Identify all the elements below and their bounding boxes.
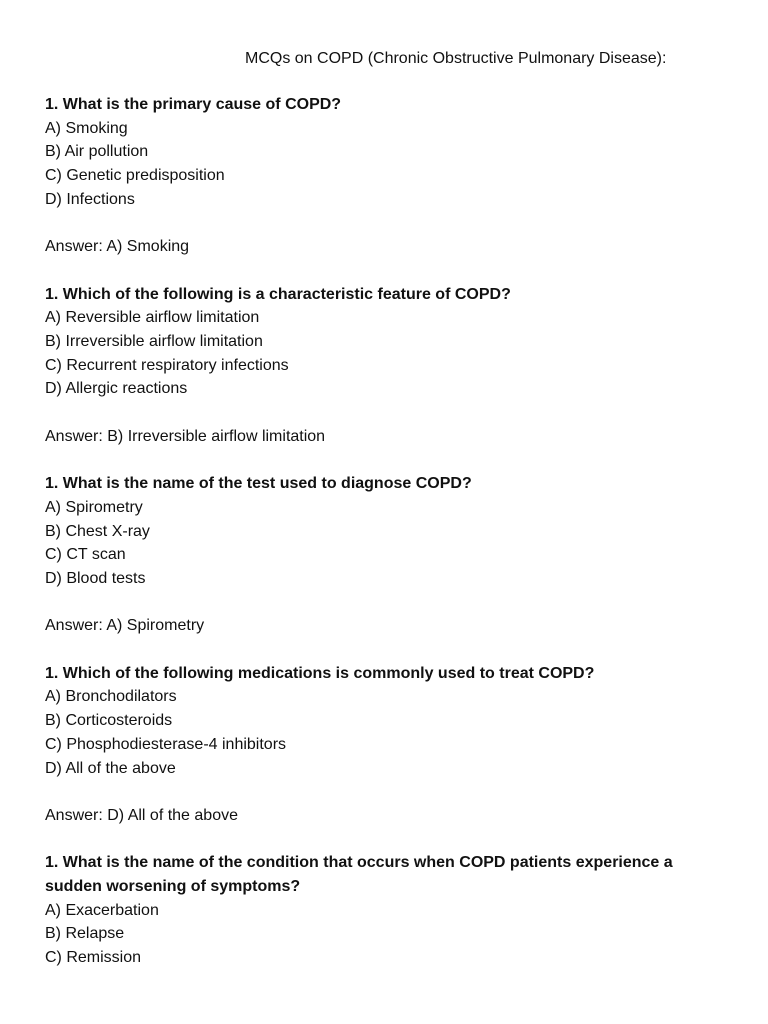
question-text: 1. What is the primary cause of COPD? <box>45 96 342 113</box>
question-block <box>45 472 725 638</box>
option-b: B) Chest X-ray <box>45 522 150 540</box>
option-b: B) Air pollution <box>45 143 149 161</box>
question-block <box>45 93 725 259</box>
option-d: D) Infections <box>45 190 135 208</box>
question-text: 1. Which of the following medications is commonly used to treat COPD? <box>45 664 595 682</box>
question-text: 1. Which of the following is a characteristic feature of COPD? <box>45 285 511 303</box>
question-block <box>45 851 725 970</box>
option-c: C) Genetic predisposition <box>45 167 225 185</box>
option-c: C) Remission <box>45 949 142 967</box>
option-b: B) Relapse <box>45 925 125 943</box>
option-c: C) Phosphodiesterase-4 inhibitors <box>45 735 287 753</box>
answer-text: Answer: B) Irreversible airflow limitation <box>45 427 326 445</box>
question-block <box>45 662 725 828</box>
option-a: A) Bronchodilators <box>45 688 177 706</box>
option-d: D) All of the above <box>45 759 176 777</box>
option-c: C) Recurrent respiratory infections <box>45 356 289 374</box>
question-text: 1. What is the name of the condition that occurs when COPD patients experience a sudden worsening of symptoms? <box>45 854 673 896</box>
answer-text: Answer: A) Smoking <box>45 238 190 256</box>
option-c: C) CT scan <box>45 546 126 564</box>
option-d: D) Allergic reactions <box>45 380 188 398</box>
question-block <box>45 283 725 449</box>
answer-text: Answer: D) All of the above <box>45 806 238 824</box>
answer-text: Answer: A) Spirometry <box>45 617 205 635</box>
question-text: 1. What is the name of the test used to diagnose COPD? <box>45 475 472 493</box>
option-b: B) Irreversible airflow limitation <box>45 333 263 350</box>
option-d: D) Blood tests <box>45 570 146 587</box>
option-a: A) Exacerbation <box>45 901 159 919</box>
document-title: MCQs on COPD (Chronic Obstructive Pulmonary Disease): <box>245 50 667 67</box>
option-a: A) Spirometry <box>45 498 143 516</box>
question-list <box>45 93 725 994</box>
option-a: A) Reversible airflow limitation <box>45 309 260 327</box>
option-b: B) Corticosteroids <box>45 712 173 730</box>
option-a: A) Smoking <box>45 119 128 137</box>
